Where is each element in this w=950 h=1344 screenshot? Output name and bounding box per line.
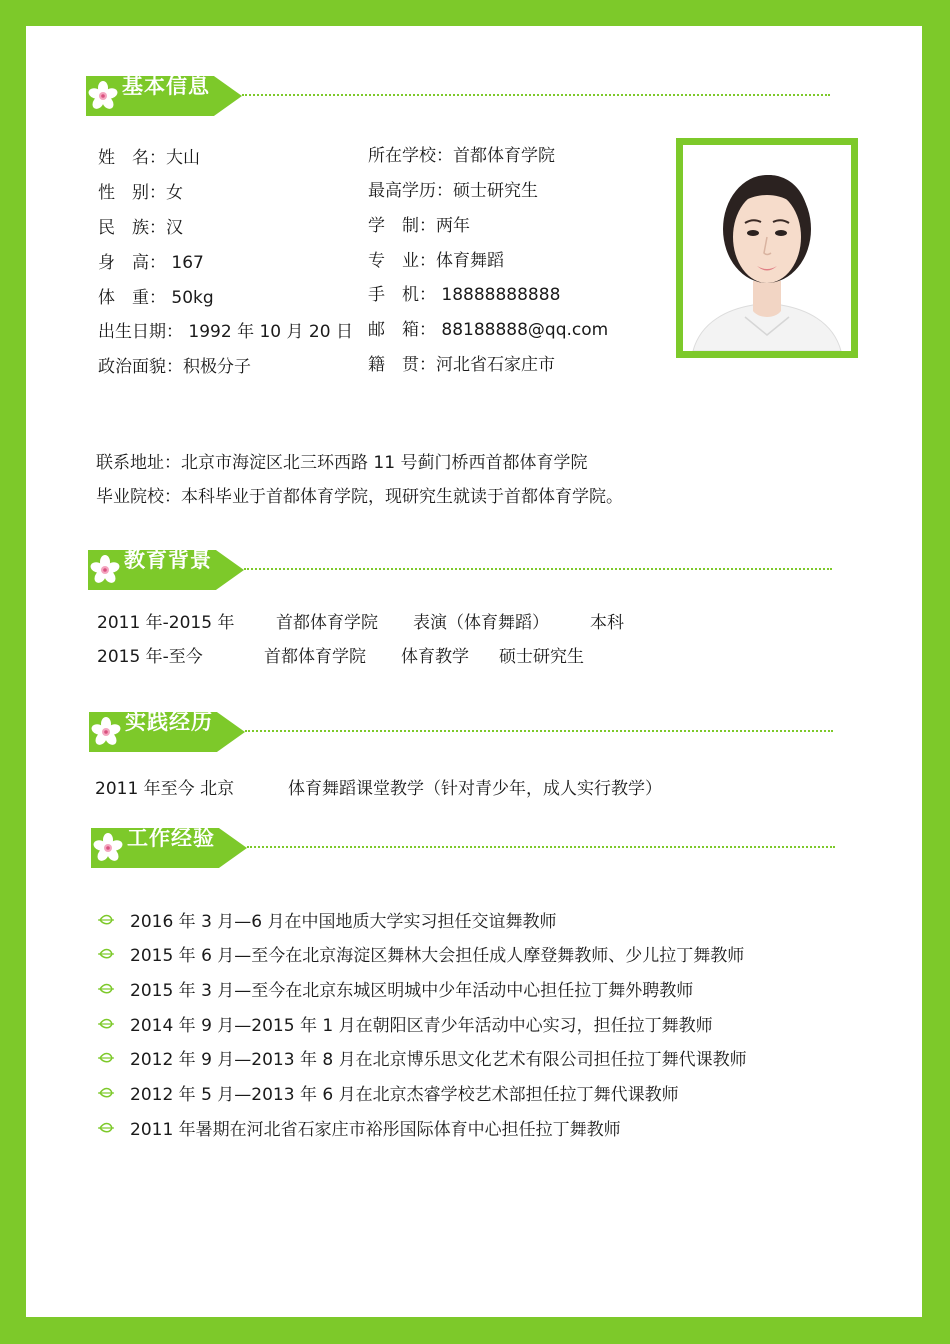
graduate-school-row: 毕业院校：本科毕业于首都体育学院，现研究生就读于首都体育学院。 [96,487,623,507]
leaf-bullet-icon [98,983,116,995]
info-row: 体 重： 50kg [98,288,214,308]
resume-page [26,26,922,1317]
leaf-bullet-icon [98,914,116,926]
profile-photo [676,138,858,358]
info-row: 籍 贯：河北省石家庄市 [368,355,555,375]
section-title: 基本信息 [122,74,210,98]
flower-icon [88,81,118,111]
education-school: 首都体育学院 [264,647,366,667]
flower-icon [93,833,123,863]
work-item: 2016 年 3 月—6 月在中国地质大学实习担任交谊舞教师 [130,912,557,932]
section-divider [247,846,835,848]
section-divider [244,568,832,570]
work-item: 2014 年 9 月—2015 年 1 月在朝阳区青少年活动中心实习，担任拉丁舞教师 [130,1016,713,1036]
info-row: 姓 名：大山 [98,148,200,168]
info-row: 手 机： 18888888888 [368,285,561,305]
education-degree: 本科 [590,613,624,633]
work-item: 2011 年暑期在河北省石家庄市裕彤国际体育中心担任拉丁舞教师 [130,1120,621,1140]
education-degree: 硕士研究生 [499,647,584,667]
education-school: 首都体育学院 [276,613,378,633]
info-row: 政治面貌：积极分子 [98,357,251,377]
education-period: 2011 年-2015 年 [97,613,235,633]
flower-icon [91,717,121,747]
info-row: 所在学校：首都体育学院 [368,146,555,166]
education-period: 2015 年-至今 [97,647,203,667]
flower-icon [90,555,120,585]
leaf-bullet-icon [98,948,116,960]
info-row: 出生日期： 1992 年 10 月 20 日 [98,322,353,342]
info-row: 性 别：女 [98,183,183,203]
practice-period: 2011 年至今 北京 [95,779,235,799]
section-title: 教育背景 [124,548,212,572]
work-item: 2012 年 9 月—2013 年 8 月在北京博乐思文化艺术有限公司担任拉丁舞代课教师 [130,1050,747,1070]
section-divider [245,730,833,732]
info-row: 身 高： 167 [98,253,204,273]
education-major: 表演（体育舞蹈） [413,613,549,633]
leaf-bullet-icon [98,1018,116,1030]
info-row: 民 族：汉 [98,218,183,238]
section-divider [242,94,830,96]
section-title: 工作经验 [127,826,215,850]
practice-description: 体育舞蹈课堂教学（针对青少年，成人实行教学） [288,779,662,799]
address-row: 联系地址：北京市海淀区北三环西路 11 号蓟门桥西首都体育学院 [96,453,588,473]
info-row: 最高学历：硕士研究生 [368,181,538,201]
work-item: 2012 年 5 月—2013 年 6 月在北京杰睿学校艺术部担任拉丁舞代课教师 [130,1085,679,1105]
leaf-bullet-icon [98,1052,116,1064]
info-row: 邮 箱： 88188888@qq.com [368,320,609,340]
work-item: 2015 年 6 月—至今在北京海淀区舞林大会担任成人摩登舞教师、少儿拉丁舞教师 [130,946,745,966]
portrait-image [683,145,851,351]
leaf-bullet-icon [98,1087,116,1099]
education-major: 体育教学 [401,647,469,667]
info-row: 专 业：体育舞蹈 [368,251,504,271]
info-row: 学 制：两年 [368,216,470,236]
work-item: 2015 年 3 月—至今在北京东城区明城中少年活动中心担任拉丁舞外聘教师 [130,981,694,1001]
section-title: 实践经历 [125,710,213,734]
leaf-bullet-icon [98,1122,116,1134]
